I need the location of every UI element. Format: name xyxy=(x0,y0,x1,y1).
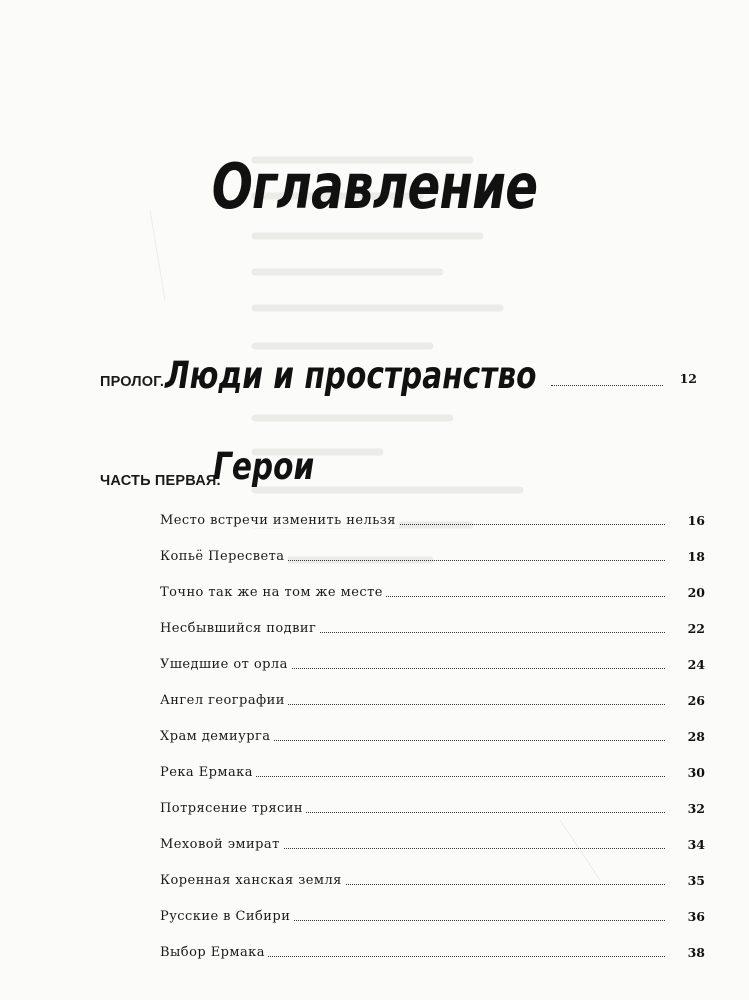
toc-entry-title: Потрясение трясин xyxy=(160,801,306,816)
toc-entry-page: 35 xyxy=(687,873,705,888)
toc-entry-title: Ангел географии xyxy=(160,693,288,708)
toc-entry-title: Река Ермака xyxy=(160,765,256,780)
toc-entry[interactable] xyxy=(160,938,705,960)
toc-entry-page: 26 xyxy=(687,693,705,708)
toc-entry-title: Точно так же на том же месте xyxy=(160,585,386,600)
toc-entry-page: 30 xyxy=(687,765,705,780)
toc-entry[interactable] xyxy=(160,650,705,672)
toc-entry[interactable] xyxy=(160,686,705,708)
part-one-label: ЧАСТЬ ПЕРВАЯ. xyxy=(100,473,221,489)
toc-entry-page: 34 xyxy=(687,837,705,852)
toc-entry[interactable] xyxy=(160,866,705,888)
toc-entry-page: 28 xyxy=(687,729,705,744)
prologue-label: ПРОЛОГ. xyxy=(100,374,165,390)
toc-entry[interactable] xyxy=(160,614,705,636)
toc-entry[interactable] xyxy=(160,902,705,924)
toc-entry[interactable] xyxy=(160,758,705,780)
toc-entry-page: 22 xyxy=(687,621,705,636)
toc-entry-page: 32 xyxy=(687,801,705,816)
toc-entry-page: 20 xyxy=(687,585,705,600)
toc-entry-page: 36 xyxy=(687,909,705,924)
toc-entry-page: 18 xyxy=(687,549,705,564)
toc-heading: Оглавление xyxy=(211,150,538,223)
toc-entry-page: 38 xyxy=(687,945,705,960)
toc-entry-title: Несбывшийся подвиг xyxy=(160,621,319,636)
toc-entry[interactable] xyxy=(160,722,705,744)
toc-entry-title: Выбор Ермака xyxy=(160,945,268,960)
toc-entry[interactable] xyxy=(160,506,705,528)
toc-entry-title: Храм демиурга xyxy=(160,729,273,744)
prologue-title: Люди и пространство xyxy=(165,354,537,397)
toc-entry-title: Копьё Пересвета xyxy=(160,549,288,564)
toc-entry[interactable] xyxy=(160,794,705,816)
toc-entry-page: 16 xyxy=(687,513,705,528)
toc-entry-title: Ушедшие от орла xyxy=(160,657,291,672)
toc-entry-title: Меховой эмират xyxy=(160,837,283,852)
toc-entry-title: Место встречи изменить нельзя xyxy=(160,513,399,528)
toc-entry-title: Русские в Сибири xyxy=(160,909,293,924)
part-one-title: Герои xyxy=(213,445,315,488)
toc-entry[interactable] xyxy=(160,578,705,600)
toc-entry-title: Коренная ханская земля xyxy=(160,873,345,888)
prologue-leader-dots xyxy=(551,385,663,386)
toc-entry[interactable] xyxy=(160,542,705,564)
toc-entry[interactable] xyxy=(160,830,705,852)
toc-entry-page: 24 xyxy=(687,657,705,672)
prologue-page-number: 12 xyxy=(679,371,697,386)
